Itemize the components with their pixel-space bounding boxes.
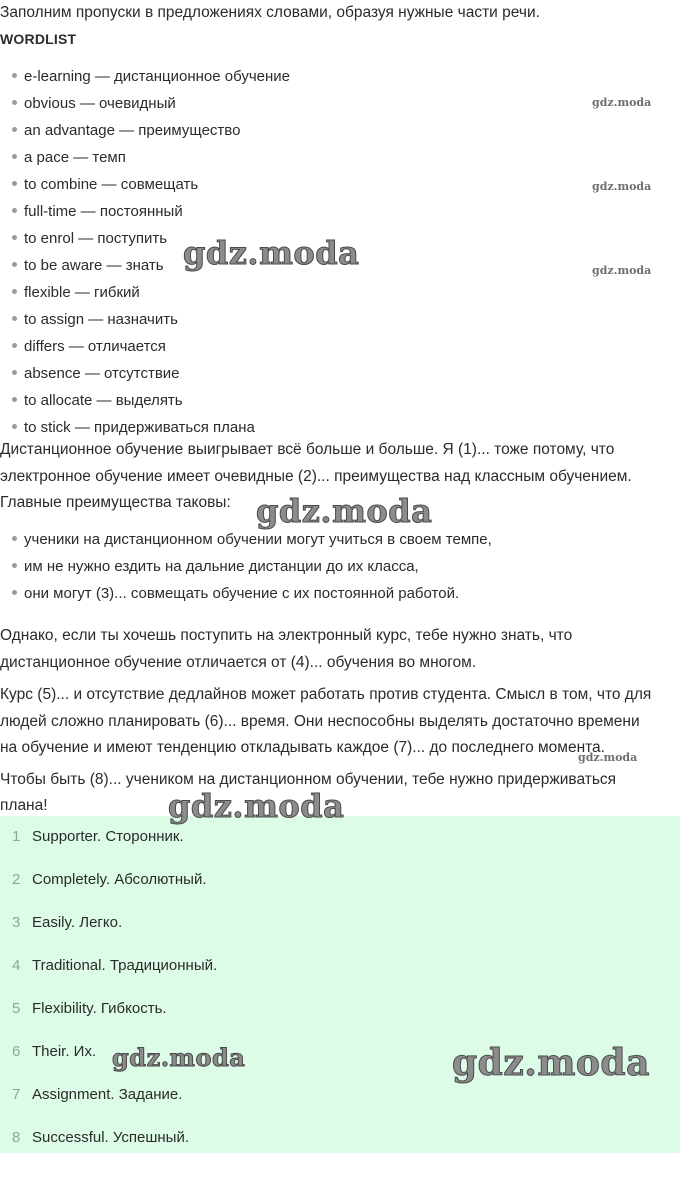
bullet-icon	[12, 343, 17, 348]
wordlist-item-text: a pace — темп	[24, 149, 126, 166]
answer-item	[12, 1000, 167, 1017]
text-bullet-text: ученики на дистанционном обучении могут учиться в своем темпе,	[24, 531, 492, 548]
watermark: gdz.moda	[592, 264, 652, 277]
bullet-icon	[12, 235, 17, 240]
wordlist-item	[12, 365, 180, 382]
watermark: gdz.moda	[592, 96, 652, 109]
bullet-icon	[12, 181, 17, 186]
answer-number: 3	[12, 914, 21, 931]
wordlist-item	[12, 149, 126, 166]
text-bullet-text: им не нужно ездить на дальние дистанции до их класса,	[24, 558, 419, 575]
answer-text: Traditional. Традиционный.	[32, 957, 218, 974]
answer-number: 1	[12, 828, 21, 845]
wordlist-item	[12, 419, 255, 436]
watermark: gdz.moda	[256, 492, 433, 530]
text-bullet	[12, 531, 492, 548]
bullet-icon	[12, 316, 17, 321]
wordlist-item-text: to enrol — поступить	[24, 230, 168, 247]
answer-number: 8	[12, 1129, 21, 1146]
wordlist-item	[12, 122, 240, 139]
bullet-icon	[12, 424, 17, 429]
wordlist-item	[12, 68, 290, 85]
wordlist-item-text: to allocate — выделять	[24, 392, 183, 409]
wordlist-item	[12, 311, 178, 328]
paragraph-line: плана!	[0, 797, 48, 814]
answers-panel	[0, 816, 680, 1153]
watermark: gdz.moda	[578, 751, 638, 764]
wordlist-item-text: to assign — назначить	[24, 311, 178, 328]
paragraph-line: дистанционное обучение отличается от (4)... обучения во многом.	[0, 654, 477, 671]
answer-number: 6	[12, 1043, 21, 1060]
wordlist-item	[12, 95, 176, 112]
answer-text: Their. Их.	[32, 1043, 97, 1060]
text-bullet	[12, 558, 419, 575]
answer-number: 2	[12, 871, 21, 888]
paragraph-line: Курс (5)... и отсутствие дедлайнов может работать против студента. Смысл в том, что для	[0, 686, 652, 703]
answer-number: 4	[12, 957, 21, 974]
wordlist-item-text: an advantage — преимущество	[24, 122, 241, 139]
intro-text: Заполним пропуски в предложениях словами, образуя нужные части речи.	[0, 4, 540, 21]
wordlist-item-text: obvious — очевидный	[24, 95, 176, 112]
answer-item	[12, 914, 122, 931]
bullet-icon	[12, 563, 17, 568]
paragraph-line: Однако, если ты хочешь поступить на электронный курс, тебе нужно знать, что	[0, 627, 573, 644]
answer-number: 5	[12, 1000, 21, 1017]
answer-text: Flexibility. Гибкость.	[32, 1000, 167, 1017]
bullet-icon	[12, 100, 17, 105]
bullet-icon	[12, 590, 17, 595]
wordlist-item-text: to be aware — знать	[24, 257, 164, 274]
bullet-icon	[12, 397, 17, 402]
answer-item	[12, 1129, 189, 1146]
answer-text: Completely. Абсолютный.	[32, 871, 207, 888]
wordlist-item-text: e-learning — дистанционное обучение	[24, 68, 291, 85]
answer-item	[12, 957, 217, 974]
wordlist-item-text: flexible — гибкий	[24, 284, 140, 301]
text-bullet	[12, 585, 459, 602]
wordlist-title: WORDLIST	[0, 31, 77, 47]
wordlist-item	[12, 392, 183, 409]
paragraph-line: на обучение и имеют тенденцию откладывать каждое (7)... до последнего момента.	[0, 739, 605, 756]
wordlist-item-text: full-time — постоянный	[24, 203, 183, 220]
watermark: gdz.moda	[112, 1043, 246, 1072]
answer-item	[12, 1043, 96, 1060]
answer-number: 7	[12, 1086, 21, 1103]
bullet-icon	[12, 289, 17, 294]
bullet-icon	[12, 370, 17, 375]
watermark: gdz.moda	[592, 180, 652, 193]
wordlist-item-text: absence — отсутствие	[24, 365, 180, 382]
wordlist-item-text: to stick — придерживаться плана	[24, 419, 255, 436]
wordlist-item	[12, 257, 164, 274]
wordlist-item	[12, 284, 140, 301]
bullet-icon	[12, 154, 17, 159]
watermark: gdz.moda	[452, 1042, 650, 1084]
answer-item	[12, 828, 184, 845]
wordlist-item	[12, 176, 198, 193]
text-bullet-text: они могут (3)... совмещать обучение с их постоянной работой.	[24, 585, 460, 602]
paragraph-line: Главные преимущества таковы:	[0, 494, 231, 511]
paragraph-line: Чтобы быть (8)... учеником на дистанционном обучении, тебе нужно придерживаться	[0, 771, 617, 788]
paragraph-line: электронное обучение имеет очевидные (2)... преимущества над классным обучением.	[0, 468, 632, 485]
answer-text: Supporter. Сторонник.	[32, 828, 184, 845]
paragraph-line: Дистанционное обучение выигрывает всё больше и больше. Я (1)... тоже потому, что	[0, 441, 615, 458]
answer-item	[12, 1086, 182, 1103]
watermark: gdz.moda	[183, 234, 360, 272]
wordlist-item	[12, 230, 167, 247]
bullet-icon	[12, 127, 17, 132]
wordlist-item-text: to combine — совмещать	[24, 176, 199, 193]
wordlist-item-text: differs — отличается	[24, 338, 166, 355]
answer-item	[12, 871, 207, 888]
paragraph-line: людей сложно планировать (6)... время. Они неспособны выделять достаточно времени	[0, 713, 640, 730]
bullet-icon	[12, 262, 17, 267]
answer-text: Successful. Успешный.	[32, 1129, 190, 1146]
answer-text: Easily. Легко.	[32, 914, 123, 931]
bullet-icon	[12, 536, 17, 541]
answer-text: Assignment. Задание.	[32, 1086, 183, 1103]
bullet-icon	[12, 73, 17, 78]
wordlist-item	[12, 203, 183, 220]
watermark: gdz.moda	[168, 787, 345, 825]
bullet-icon	[12, 208, 17, 213]
wordlist-item	[12, 338, 166, 355]
